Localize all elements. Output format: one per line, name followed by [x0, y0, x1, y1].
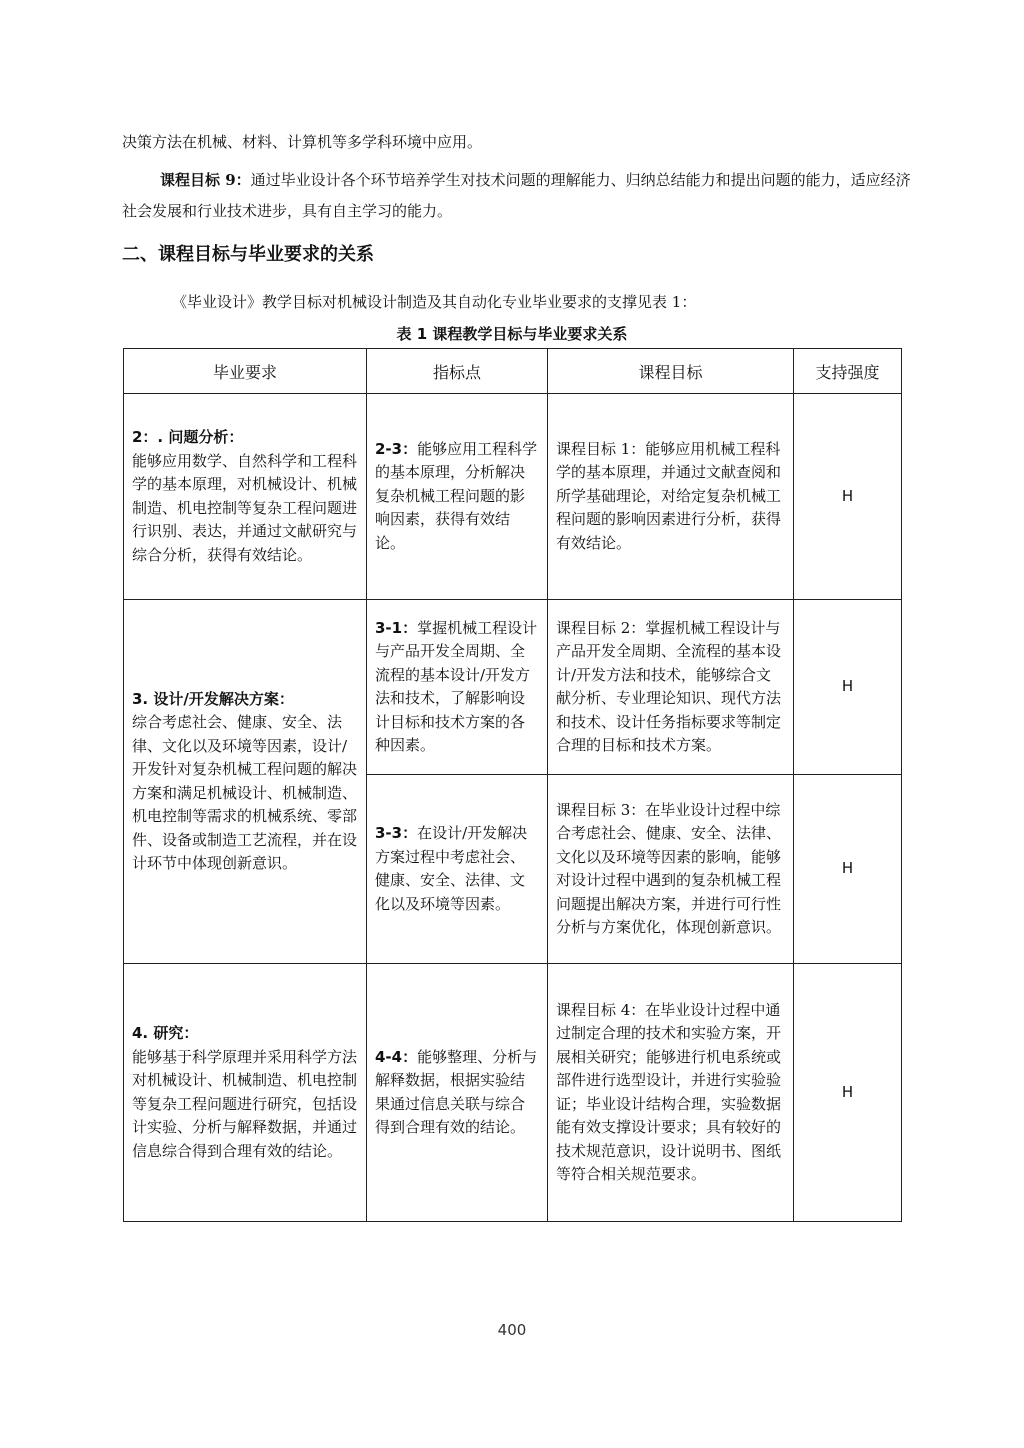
paragraph-continuation: 决策方法在机械、材料、计算机等多学科环境中应用。: [122, 133, 483, 151]
requirement-text: 综合考虑社会、健康、安全、法律、文化以及环境等因素，设计/开发针对复杂机械工程问题的解决方案和满足机械设计、机械制造、机电控制等需求的机械系统、零部件、设备或制造工艺流程，并在设计环节中体现创新意识。: [132, 713, 358, 872]
strength-cell: H: [794, 964, 902, 1222]
strength-cell: H: [794, 775, 902, 964]
table-header-row: [124, 349, 902, 394]
objective-cell: 课程目标 3：在毕业设计过程中综合考虑社会、健康、安全、法律、文化以及环境等因素的影响，能够对设计过程中遇到的复杂机械工程问题提出解决方案，并进行可行性分析与方案优化，体现创新意识。: [548, 775, 794, 964]
table-caption: 表 1 课程教学目标与毕业要求关系: [396, 325, 628, 343]
indicator-cell: [367, 964, 548, 1222]
indicator-cell: [367, 600, 548, 775]
column-header-strength: 支持强度: [794, 349, 902, 394]
indicator-cell: [367, 394, 548, 600]
indicator-code: 4-4：: [375, 1047, 418, 1066]
objective-cell: 课程目标 4：在毕业设计过程中通过制定合理的技术和实验方案，开展相关研究；能够进行机电系统或部件进行选型设计，并进行实验验证；毕业设计结构合理，实验数据能有效支撑设计要求；具有较好的技术规范意识，设计说明书、图纸等符合相关规范要求。: [548, 964, 794, 1222]
requirement-cell: [124, 394, 367, 600]
indicator-text: 能够应用工程科学的基本原理，分析解决复杂机械工程问题的影响因素，获得有效结论。: [375, 439, 538, 552]
requirement-text: 能够基于科学原理并采用科学方法对机械设计、机械制造、机电控制等复杂工程问题进行研究，包括设计实验、分析与解释数据，并通过信息综合得到合理有效的结论。: [132, 1047, 358, 1160]
objective-9-label: 课程目标 9：: [160, 171, 251, 189]
paragraph-objective-9: [122, 165, 912, 227]
objective-9-text: 通过毕业设计各个环节培养学生对技术问题的理解能力、归纳总结能力和提出问题的能力，适应经济社会发展和行业技术进步，具有自主学习的能力。: [122, 171, 911, 220]
table-row: [124, 600, 902, 775]
column-header-objective: 课程目标: [548, 349, 794, 394]
strength-cell: H: [794, 600, 902, 775]
indicator-text: 能够整理、分析与解释数据，根据实验结果通过信息关联与综合得到合理有效的结论。: [375, 1047, 538, 1136]
requirement-text: 能够应用数学、自然科学和工程科学的基本原理，对机械设计、机械制造、机电控制等复杂工程问题进行识别、表达，并通过文献研究与综合分析，获得有效结论。: [132, 451, 358, 564]
requirement-cell: [124, 600, 367, 964]
indicator-text: 在设计/开发解决方案过程中考虑社会、健康、安全、法律、文化以及环境等因素。: [375, 824, 528, 913]
table-row: [124, 964, 902, 1222]
page-number: 400: [497, 1321, 527, 1339]
requirement-title: 4. 研究：: [132, 1024, 199, 1042]
requirements-table: [123, 348, 902, 1222]
objective-cell: 课程目标 2：掌握机械工程设计与产品开发全周期、全流程的基本设计/开发方法和技术，能够综合文献分析、专业理论知识、现代方法和技术、设计任务指标要求等制定合理的目标和技术方案。: [548, 600, 794, 775]
requirement-cell: [124, 964, 367, 1222]
indicator-code: 3-1：: [375, 618, 418, 637]
indicator-text: 掌握机械工程设计与产品开发全周期、全流程的基本设计/开发方法和技术，了解影响设计目标和技术方案的各种因素。: [375, 618, 538, 754]
strength-cell: H: [794, 394, 902, 600]
intro-paragraph: 《毕业设计》教学目标对机械设计制造及其自动化专业毕业要求的支撑见表 1：: [172, 293, 697, 311]
table-row: [124, 394, 902, 600]
column-header-indicator: 指标点: [367, 349, 548, 394]
requirement-title: 2：. 问题分析：: [132, 428, 244, 446]
column-header-requirement: 毕业要求: [124, 349, 367, 394]
requirement-title: 3. 设计/开发解决方案：: [132, 689, 294, 708]
section-heading: 二、课程目标与毕业要求的关系: [122, 244, 374, 265]
indicator-cell: [367, 775, 548, 964]
indicator-code: 3-3：: [375, 824, 418, 842]
objective-cell: 课程目标 1：能够应用机械工程科学的基本原理，并通过文献查阅和所学基础理论，对给定复杂机械工程问题的影响因素进行分析，获得有效结论。: [548, 394, 794, 600]
indicator-code: 2-3：: [375, 439, 418, 458]
